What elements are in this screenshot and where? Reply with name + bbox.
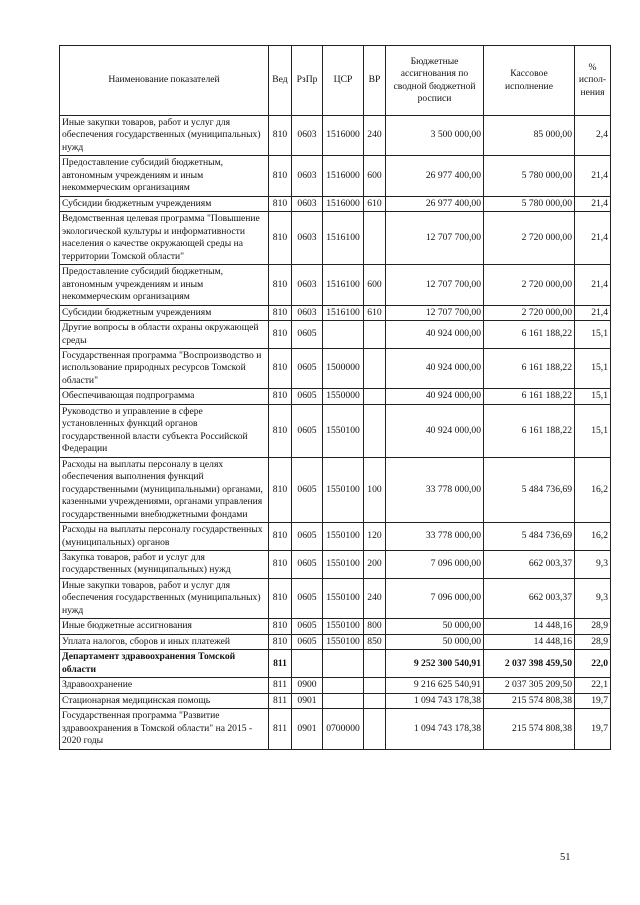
cell-name: Уплата налогов, сборов и иных платежей <box>60 634 269 649</box>
cell-name: Ведомственная целевая программа "Повышение экологической культуры и информативности населения о качестве окружающей среды на территории Томской области" <box>60 212 269 265</box>
cell-ved: 810 <box>269 523 292 551</box>
cell-budget: 26 977 400,00 <box>386 156 484 196</box>
cell-name: Иные закупки товаров, работ и услуг для обеспечения государственных (муниципальных) нужд <box>60 578 269 618</box>
cell-budget: 50 000,00 <box>386 634 484 649</box>
header-rzpr: РзПр <box>292 46 323 116</box>
cell-name: Государственная программа "Развитие здравоохранения в Томской области" на 2015 - 2020 годы <box>60 709 269 749</box>
cell-ved: 810 <box>269 348 292 388</box>
cell-name: Расходы на выплаты персоналу государственных (муниципальных) органов <box>60 523 269 551</box>
cell-name: Субсидии бюджетным учреждениям <box>60 305 269 320</box>
header-vr: ВР <box>364 46 386 116</box>
cell-vr <box>364 321 386 349</box>
cell-pct: 22,0 <box>575 650 611 678</box>
cell-csr <box>323 650 364 678</box>
cell-name: Закупка товаров, работ и услуг для государственных (муниципальных) нужд <box>60 551 269 579</box>
table-row <box>60 634 611 649</box>
cell-cash: 662 003,37 <box>484 551 575 579</box>
table-row <box>60 305 611 320</box>
cell-csr: 1516000 <box>323 156 364 196</box>
cell-ved: 810 <box>269 404 292 457</box>
cell-vr <box>364 709 386 749</box>
cell-csr: 1550100 <box>323 404 364 457</box>
cell-vr <box>364 348 386 388</box>
cell-pct: 19,7 <box>575 693 611 708</box>
header-pct: % испол-нения <box>575 46 611 116</box>
cell-cash: 5 484 736,69 <box>484 523 575 551</box>
cell-ved: 810 <box>269 551 292 579</box>
header-cash: Кассовое исполнение <box>484 46 575 116</box>
cell-budget: 50 000,00 <box>386 619 484 634</box>
cell-cash: 14 448,16 <box>484 634 575 649</box>
cell-pct: 2,4 <box>575 116 611 156</box>
cell-vr: 240 <box>364 578 386 618</box>
cell-vr: 100 <box>364 457 386 522</box>
cell-vr: 800 <box>364 619 386 634</box>
cell-cash: 662 003,37 <box>484 578 575 618</box>
cell-budget: 9 216 625 540,91 <box>386 678 484 693</box>
table-row <box>60 116 611 156</box>
cell-name: Расходы на выплаты персоналу в целях обеспечения выполнения функций государственными (муниципальными) органами, казенными учреждениями, органами управления государственными внебюджетными фондами <box>60 457 269 522</box>
cell-name: Иные закупки товаров, работ и услуг для обеспечения государственных (муниципальных) нужд <box>60 116 269 156</box>
cell-csr: 1550000 <box>323 389 364 404</box>
cell-csr <box>323 321 364 349</box>
cell-vr: 850 <box>364 634 386 649</box>
table-row <box>60 523 611 551</box>
cell-rzpr: 0605 <box>292 457 323 522</box>
cell-ved: 811 <box>269 693 292 708</box>
cell-ved: 810 <box>269 265 292 305</box>
cell-name: Иные бюджетные ассигнования <box>60 619 269 634</box>
cell-ved: 810 <box>269 457 292 522</box>
cell-rzpr: 0605 <box>292 404 323 457</box>
cell-rzpr: 0605 <box>292 348 323 388</box>
cell-pct: 21,4 <box>575 265 611 305</box>
cell-vr <box>364 650 386 678</box>
cell-csr: 1516100 <box>323 305 364 320</box>
cell-pct: 21,4 <box>575 305 611 320</box>
cell-vr <box>364 693 386 708</box>
table-row <box>60 321 611 349</box>
cell-budget: 12 707 700,00 <box>386 265 484 305</box>
cell-cash: 14 448,16 <box>484 619 575 634</box>
header-name: Наименование показателей <box>60 46 269 116</box>
cell-name: Предоставление субсидий бюджетным, автономным учреждениям и иным некоммерческим организациям <box>60 265 269 305</box>
table-row <box>60 389 611 404</box>
cell-name: Здравоохранение <box>60 678 269 693</box>
cell-pct: 9,3 <box>575 551 611 579</box>
cell-budget: 40 924 000,00 <box>386 348 484 388</box>
table-row <box>60 693 611 708</box>
cell-vr: 200 <box>364 551 386 579</box>
cell-name: Обеспечивающая подпрограмма <box>60 389 269 404</box>
table-body <box>60 116 611 750</box>
cell-cash: 6 161 188,22 <box>484 348 575 388</box>
cell-budget: 7 096 000,00 <box>386 578 484 618</box>
cell-cash: 5 484 736,69 <box>484 457 575 522</box>
cell-cash: 6 161 188,22 <box>484 321 575 349</box>
cell-budget: 26 977 400,00 <box>386 196 484 211</box>
cell-ved: 810 <box>269 321 292 349</box>
cell-budget: 1 094 743 178,38 <box>386 709 484 749</box>
cell-pct: 16,2 <box>575 523 611 551</box>
cell-rzpr: 0603 <box>292 196 323 211</box>
cell-budget: 33 778 000,00 <box>386 523 484 551</box>
cell-pct: 15,1 <box>575 321 611 349</box>
cell-cash: 6 161 188,22 <box>484 389 575 404</box>
header-csr: ЦСР <box>323 46 364 116</box>
cell-rzpr: 0605 <box>292 389 323 404</box>
table-row <box>60 619 611 634</box>
table-row <box>60 457 611 522</box>
table-row <box>60 212 611 265</box>
cell-rzpr: 0901 <box>292 709 323 749</box>
cell-cash: 2 037 305 209,50 <box>484 678 575 693</box>
cell-name: Департамент здравоохранения Томской области <box>60 650 269 678</box>
cell-rzpr: 0605 <box>292 619 323 634</box>
cell-pct: 9,3 <box>575 578 611 618</box>
cell-ved: 810 <box>269 212 292 265</box>
cell-pct: 21,4 <box>575 196 611 211</box>
table-row <box>60 265 611 305</box>
cell-pct: 21,4 <box>575 212 611 265</box>
table-row <box>60 196 611 211</box>
table-row <box>60 348 611 388</box>
cell-rzpr: 0605 <box>292 321 323 349</box>
cell-rzpr: 0605 <box>292 634 323 649</box>
cell-rzpr: 0603 <box>292 265 323 305</box>
table-row <box>60 709 611 749</box>
cell-vr: 600 <box>364 156 386 196</box>
table-row <box>60 156 611 196</box>
table-row <box>60 404 611 457</box>
cell-name: Предоставление субсидий бюджетным, автономным учреждениям и иным некоммерческим организациям <box>60 156 269 196</box>
header-budget: Бюджетные ассигнования по сводной бюджетной росписи <box>386 46 484 116</box>
cell-csr: 1516000 <box>323 196 364 211</box>
cell-budget: 33 778 000,00 <box>386 457 484 522</box>
cell-csr <box>323 693 364 708</box>
cell-pct: 21,4 <box>575 156 611 196</box>
cell-budget: 40 924 000,00 <box>386 389 484 404</box>
cell-vr <box>364 212 386 265</box>
cell-vr: 120 <box>364 523 386 551</box>
cell-csr: 1550100 <box>323 619 364 634</box>
cell-cash: 85 000,00 <box>484 116 575 156</box>
page-number: 51 <box>560 852 571 863</box>
cell-vr: 610 <box>364 305 386 320</box>
cell-csr: 1500000 <box>323 348 364 388</box>
cell-vr: 600 <box>364 265 386 305</box>
cell-pct: 28,9 <box>575 634 611 649</box>
cell-rzpr: 0605 <box>292 523 323 551</box>
cell-rzpr: 0603 <box>292 305 323 320</box>
cell-pct: 19,7 <box>575 709 611 749</box>
cell-csr: 1550100 <box>323 578 364 618</box>
cell-csr: 1516100 <box>323 212 364 265</box>
cell-csr <box>323 678 364 693</box>
cell-ved: 811 <box>269 650 292 678</box>
cell-csr: 0700000 <box>323 709 364 749</box>
cell-vr <box>364 404 386 457</box>
cell-budget: 1 094 743 178,38 <box>386 693 484 708</box>
cell-cash: 2 037 398 459,50 <box>484 650 575 678</box>
cell-csr: 1516100 <box>323 265 364 305</box>
cell-budget: 40 924 000,00 <box>386 321 484 349</box>
cell-name: Другие вопросы в области охраны окружающей среды <box>60 321 269 349</box>
cell-rzpr: 0605 <box>292 551 323 579</box>
cell-name: Государственная программа "Воспроизводство и использование природных ресурсов Томской области" <box>60 348 269 388</box>
cell-pct: 15,1 <box>575 389 611 404</box>
cell-csr: 1550100 <box>323 523 364 551</box>
cell-ved: 810 <box>269 619 292 634</box>
cell-csr: 1516000 <box>323 116 364 156</box>
cell-cash: 215 574 808,38 <box>484 693 575 708</box>
cell-vr <box>364 678 386 693</box>
cell-ved: 811 <box>269 709 292 749</box>
table-row <box>60 678 611 693</box>
cell-name: Руководство и управление в сфере установленных функций органов государственной власти субъекта Российской Федерации <box>60 404 269 457</box>
cell-cash: 2 720 000,00 <box>484 212 575 265</box>
cell-cash: 215 574 808,38 <box>484 709 575 749</box>
cell-pct: 28,9 <box>575 619 611 634</box>
cell-ved: 810 <box>269 156 292 196</box>
cell-vr <box>364 389 386 404</box>
cell-ved: 811 <box>269 678 292 693</box>
cell-budget: 12 707 700,00 <box>386 212 484 265</box>
cell-ved: 810 <box>269 305 292 320</box>
table-row <box>60 578 611 618</box>
budget-table <box>59 45 611 750</box>
table-header-row <box>60 46 611 116</box>
header-ved: Вед <box>269 46 292 116</box>
cell-budget: 3 500 000,00 <box>386 116 484 156</box>
cell-rzpr: 0901 <box>292 693 323 708</box>
cell-ved: 810 <box>269 578 292 618</box>
cell-budget: 9 252 300 540,91 <box>386 650 484 678</box>
cell-cash: 6 161 188,22 <box>484 404 575 457</box>
cell-rzpr: 0900 <box>292 678 323 693</box>
cell-cash: 5 780 000,00 <box>484 156 575 196</box>
cell-rzpr: 0605 <box>292 578 323 618</box>
table-row <box>60 551 611 579</box>
cell-vr: 610 <box>364 196 386 211</box>
cell-csr: 1550100 <box>323 457 364 522</box>
cell-ved: 810 <box>269 389 292 404</box>
cell-cash: 2 720 000,00 <box>484 305 575 320</box>
cell-ved: 810 <box>269 634 292 649</box>
cell-rzpr: 0603 <box>292 212 323 265</box>
cell-pct: 16,2 <box>575 457 611 522</box>
cell-vr: 240 <box>364 116 386 156</box>
cell-pct: 15,1 <box>575 404 611 457</box>
cell-cash: 2 720 000,00 <box>484 265 575 305</box>
cell-csr: 1550100 <box>323 551 364 579</box>
cell-name: Стационарная медицинская помощь <box>60 693 269 708</box>
cell-ved: 810 <box>269 116 292 156</box>
cell-csr: 1550100 <box>323 634 364 649</box>
cell-rzpr: 0603 <box>292 156 323 196</box>
cell-name: Субсидии бюджетным учреждениям <box>60 196 269 211</box>
cell-cash: 5 780 000,00 <box>484 196 575 211</box>
cell-budget: 7 096 000,00 <box>386 551 484 579</box>
cell-ved: 810 <box>269 196 292 211</box>
cell-pct: 22,1 <box>575 678 611 693</box>
cell-rzpr <box>292 650 323 678</box>
table-row <box>60 650 611 678</box>
cell-budget: 12 707 700,00 <box>386 305 484 320</box>
cell-budget: 40 924 000,00 <box>386 404 484 457</box>
cell-pct: 15,1 <box>575 348 611 388</box>
cell-rzpr: 0603 <box>292 116 323 156</box>
